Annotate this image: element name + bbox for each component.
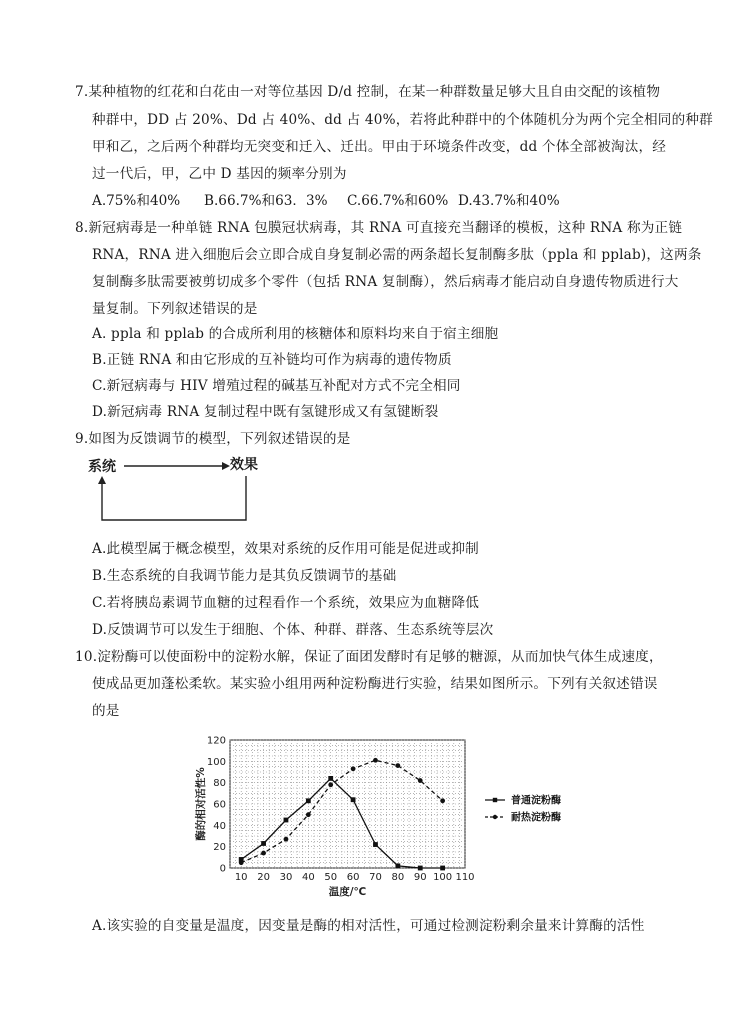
x-tick-label: 100	[433, 872, 453, 883]
x-axis-label: 温度/℃	[328, 886, 367, 898]
feedback-diagram	[88, 454, 288, 529]
series-1-point	[328, 776, 333, 781]
series-1-point	[351, 797, 356, 802]
y-axis-label: 酶的相对活性%	[195, 767, 207, 841]
x-tick-label: 60	[346, 872, 360, 883]
chart-svg	[180, 728, 600, 900]
y-tick-label: 40	[213, 820, 226, 832]
x-tick-label: 30	[279, 872, 293, 883]
series-2-point	[261, 851, 266, 856]
q7-line-3: 甲和乙，之后两个种群均无突变和迁入、迁出。甲由于环境条件改变，dd 个体全部被淘汰，经	[92, 139, 667, 155]
q9-option-d: D.反馈调节可以发生于细胞、个体、种群、群落、生态系统等层次	[92, 622, 494, 638]
q7-line-4: 过一代后，甲，乙中 D 基因的频率分别为	[92, 166, 347, 182]
q10-option-a: A.该实验的自变量是温度，因变量是酶的相对活性，可通过检测淀粉剩余量来计算酶的活性	[92, 918, 645, 934]
diagram-effect-label: 效果	[230, 457, 258, 473]
q8-option-d: D.新冠病毒 RNA 复制过程中既有氢键形成又有氢键断裂	[92, 404, 439, 420]
q10-line-2: 使成品更加蓬松柔软。某实验小组用两种淀粉酶进行实验，结果如图所示。下列有关叙述错误	[92, 676, 658, 692]
series-2-point	[351, 766, 356, 771]
y-tick-label: 60	[213, 799, 226, 811]
q7-line-2: 种群中，DD 占 20%、Dd 占 40%、dd 占 40%，若将此种群中的个体随机分为两个完全相同的种群	[92, 112, 713, 128]
legend-marker-2	[493, 815, 497, 819]
q9-option-a: A.此模型属于概念模型，效果对系统的反作用可能是促进或抑制	[92, 541, 479, 557]
q10-line-3: 的是	[92, 703, 120, 719]
q9-stem: 9.如图为反馈调节的模型，下列叙述错误的是	[75, 431, 351, 447]
q8-line-4: 量复制。下列叙述错误的是	[92, 301, 258, 317]
q8-option-a: A. ppla 和 pplab 的合成所利用的核糖体和原料均来自于宿主细胞	[92, 326, 499, 342]
q8-line-3: 复制酶多肽需要被剪切成多个零件（包括 RNA 复制酶），然后病毒才能启动自身遗传物质进行大	[92, 274, 679, 290]
legend-label-2: 耐热淀粉酶	[511, 812, 561, 824]
series-1-point	[306, 798, 311, 803]
series-1-point	[261, 841, 266, 846]
series-2-point	[418, 778, 423, 783]
q10-line-1: 10.淀粉酶可以使面粉中的淀粉水解，保证了面团发酵时有足够的糖源，从而加快气体生成速度，	[75, 649, 663, 665]
series-2-point	[239, 860, 244, 865]
q9-option-b: B.生态系统的自我调节能力是其负反馈调节的基础	[92, 568, 397, 584]
series-2-point	[373, 758, 378, 763]
arrowhead-up-icon	[98, 476, 106, 484]
series-2-point	[306, 812, 311, 817]
y-tick-label: 120	[206, 735, 226, 747]
q8-line-2: RNA，RNA 进入细胞后会立即合成自身复制必需的两条超长复制酶多肽（ppla 和 pplab)，这两条	[92, 247, 702, 263]
legend-marker-1	[493, 798, 497, 802]
q8-option-c: C.新冠病毒与 HIV 增殖过程的碱基互补配对方式不完全相同	[92, 378, 461, 394]
x-tick-label: 10	[234, 872, 248, 883]
y-tick-label: 100	[206, 756, 226, 768]
q7-options	[92, 191, 652, 211]
q7-option-a: A.75%和40%	[92, 193, 181, 209]
enzyme-activity-chart	[180, 728, 600, 900]
x-tick-label: 70	[369, 872, 382, 883]
x-tick-label: 80	[391, 872, 405, 883]
feedback-loop-arrow	[102, 476, 246, 520]
legend-label-1: 普通淀粉酶	[511, 795, 561, 807]
q8-line-1: 8.新冠病毒是一种单链 RNA 包膜冠状病毒，其 RNA 可直接充当翻译的模板，这种 RNA 称为正链	[75, 220, 683, 236]
series-1-point	[418, 866, 423, 871]
series-2-point	[440, 798, 445, 803]
series-1-point	[395, 863, 400, 868]
q7-option-b: B.66.7%和63．3%	[204, 193, 328, 209]
x-tick-label: 90	[413, 872, 427, 883]
diagram-arrows	[88, 454, 288, 529]
y-tick-label: 20	[213, 842, 226, 854]
q8-option-b: B.正链 RNA 和由它形成的互补链均可作为病毒的遗传物质	[92, 352, 452, 368]
series-1-point	[440, 866, 445, 871]
arrowhead-right-icon	[222, 462, 230, 470]
series-2-point	[395, 763, 400, 768]
y-tick-label: 80	[213, 778, 226, 790]
series-1-point	[373, 842, 378, 847]
q7-option-d: D.43.7%和40%	[458, 193, 560, 209]
x-tick-label: 110	[455, 872, 475, 883]
x-tick-label: 20	[257, 872, 270, 883]
series-2-point	[328, 782, 333, 787]
x-tick-label: 40	[301, 872, 315, 883]
series-2-point	[284, 837, 289, 842]
x-tick-label: 50	[324, 872, 338, 883]
y-tick-label: 0	[219, 863, 226, 875]
series-1-point	[284, 818, 289, 823]
q7-line-1: 7.某种植物的红花和白花由一对等位基因 D/d 控制，在某一种群数量足够大且自由交配的该植物	[75, 84, 661, 100]
q9-option-c: C.若将胰岛素调节血糖的过程看作一个系统，效果应为血糖降低	[92, 595, 480, 611]
q7-option-c: C.66.7%和60%	[347, 193, 449, 209]
diagram-system-label: 系统	[88, 459, 116, 475]
